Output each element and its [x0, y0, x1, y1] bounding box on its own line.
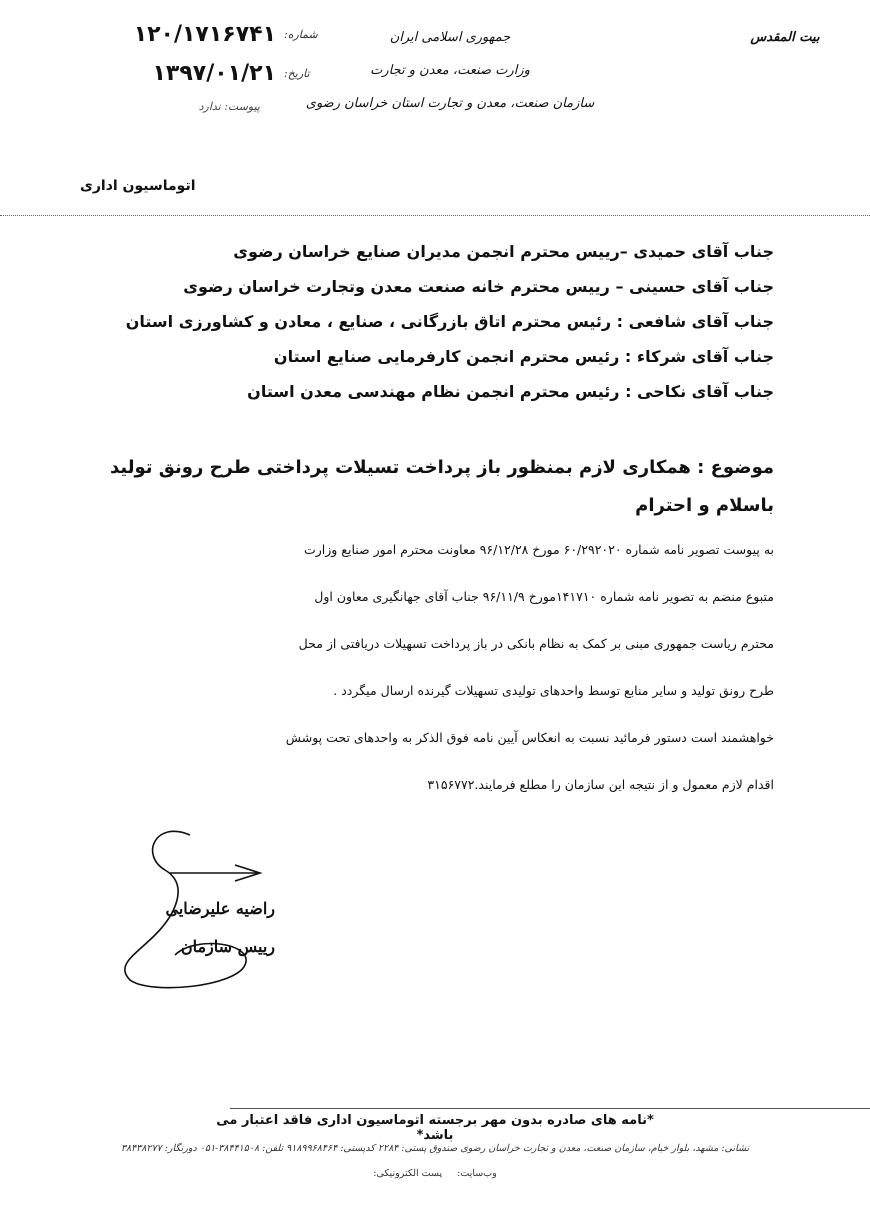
addressee-line: جناب آقای حسینی – رییس محترم خانه صنعت معدن وتجارت خراسان رضوی — [183, 277, 774, 296]
letter-date-label: تاریخ: — [284, 67, 310, 80]
header-organization: سازمان صنعت، معدن و تجارت استان خراسان رضوی — [305, 96, 595, 111]
letter-number-value: ۱۲۰/۱۷۱۶۷۴۱ — [133, 22, 276, 47]
signatory-title: رییس سازمان — [180, 937, 275, 956]
letter-number-label: شماره: — [284, 28, 318, 41]
addressee-line: جناب آقای شافعی : رئیس محترم اتاق بازرگانی ، صنایع ، معادن و کشاورزی استان — [125, 312, 774, 331]
footer-email-label: پست الکترونیکی: — [373, 1168, 443, 1179]
letter-date-row — [90, 61, 320, 86]
header-divider — [0, 215, 870, 216]
addressee-list — [80, 238, 774, 406]
body-line: محترم ریاست جمهوری مبنی بر کمک به نظام بانکی در باز پرداخت تسهیلات دریافتی از محل — [298, 636, 774, 651]
footer-website-label: وب‌سایت: — [457, 1168, 497, 1179]
body-line: متبوع منضم به تصویر نامه شماره ۱۴۱۷۱۰مورخ ۹۶/۱۱/۹ جناب آقای جهانگیری معاون اول — [314, 589, 774, 604]
footer-note: *نامه های صادره بدون مهر برجسته اتوماسیون اداری فاقد اعتبار می باشد* — [216, 1113, 654, 1143]
signature-block — [95, 815, 295, 990]
letter-body — [96, 533, 774, 801]
header-ministry-name: وزارت صنعت، معدن و تجارت — [370, 63, 530, 78]
body-line: به پیوست تصویر نامه شماره ۶۰/۲۹۲۰۲۰ مورخ ۹۶/۱۲/۲۸ معاونت محترم امور صنایع وزارت — [303, 542, 774, 557]
letter-meta — [90, 22, 320, 127]
addressee-line: جناب آقای حمیدی –رییس محترم انجمن مدیران صنایع خراسان رضوی — [233, 242, 774, 261]
letter-greeting: باسلام و احترام — [635, 495, 774, 516]
automation-label: اتوماسیون اداری — [80, 178, 196, 194]
letter-number-row — [90, 22, 320, 47]
letter-attachment-row — [90, 100, 320, 113]
body-line: طرح رونق تولید و سایر منابع توسط واحدهای تولیدی تسهیلات گیرنده ارسال میگردد . — [333, 683, 774, 698]
signatory-name: راضیه علیرضایی — [165, 899, 275, 918]
body-line: اقدام لازم معمول و از نتیجه این سازمان را مطلع فرمایند.۳۱۵۶۷۷۲ — [427, 777, 774, 792]
header-ministry — [280, 30, 620, 111]
header-right-text: بیت المقدس — [750, 30, 820, 45]
letter-attachment-label: پیوست: ندارد — [198, 100, 260, 113]
header-right-title — [730, 30, 840, 45]
letter-date-value: ۱۳۹۷/۰۱/۲۱ — [152, 61, 276, 86]
footer-divider — [230, 1108, 870, 1109]
body-line: خواهشمند است دستور فرمائید نسبت به انعکاس آیین نامه فوق الذکر به واحدهای تحت پوشش — [285, 730, 774, 745]
addressee-line: جناب آقای شرکاء : رئیس محترم انجمن کارفرمایی صنایع استان — [273, 347, 774, 366]
footer-contacts — [0, 1168, 870, 1179]
addressee-line: جناب آقای نکاحی : رئیس محترم انجمن نظام مهندسی معدن استان — [247, 382, 774, 401]
letter-subject: موضوع : همکاری لازم بمنظور باز پرداخت تسیلات پرداختی طرح رونق تولید — [109, 457, 774, 478]
footer-address: نشانی: مشهد، بلوار خیام، سازمان صنعت، معدن و تجارت خراسان رضوی صندوق پستی: ۲۲۸۴ کدپستی: ۹۱۸۹۹۶۸۴۶۴ تلفن: ۳۸۴۴۱۵۰۸-۰۵۱ دورنگار: ۳۸۴۳۸۲۷۷ — [120, 1143, 750, 1154]
header-country: جمهوری اسلامی ایران — [389, 30, 511, 45]
